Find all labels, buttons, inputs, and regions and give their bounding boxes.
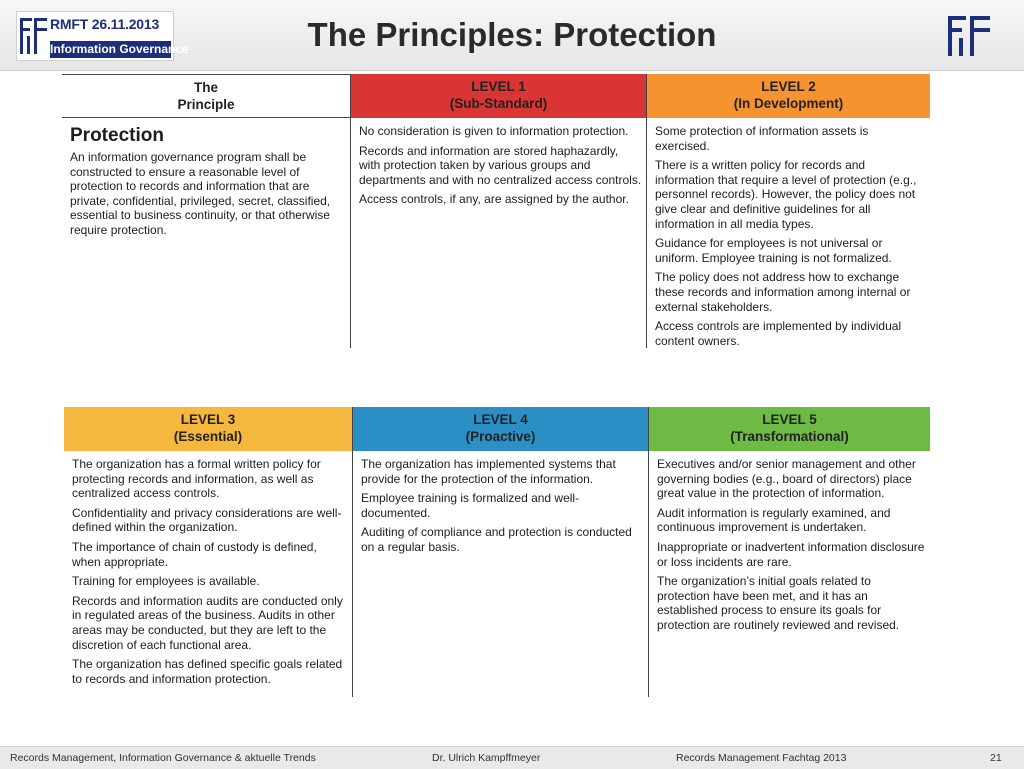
list-item: Records and information audits are conducted only in regulated areas of the business. Audits in other areas may be conducted, but they are left to the discretion of each functional area. (72, 593, 343, 652)
principle-cell (62, 118, 350, 348)
list-item: Audit information is regularly examined, and continuous improvement is undertaken. (657, 505, 891, 535)
principle-header-line1: The (193, 80, 218, 95)
list-item: There is a written policy for records and information that require a level of protection (e.g., personnel records). However, the policy does not give clear and definitive guidelines for all information in all media types. (655, 158, 917, 231)
list-item: Records and information are stored haphazardly, with protection taken by various groups and departments and with no centralized access controls. (359, 143, 642, 187)
level4-title: LEVEL 4 (473, 412, 528, 427)
list-item: Executives and/or senior management and other governing bodies (e.g., board of directors) place great value in the protection of information. (657, 457, 916, 501)
page-title: The Principles: Protection (307, 16, 717, 53)
list-item: Training for employees is available. (72, 574, 260, 589)
level3-title: LEVEL 3 (180, 412, 236, 427)
list-item: No consideration is given to information protection. (359, 124, 629, 138)
list-item: The organization has a formal written policy for protecting records and information, as well as centralized access controls. (72, 457, 321, 501)
slide-header (0, 0, 1024, 71)
level3-subtitle: (Essential) (173, 429, 243, 444)
level5-header (649, 407, 930, 451)
footer-author: Dr. Ulrich Kampffmeyer (432, 752, 541, 764)
level4-subtitle: (Proactive) (465, 429, 536, 444)
level2-title: LEVEL 2 (761, 79, 816, 94)
level4-column (352, 407, 648, 697)
list-item: Inappropriate or inadvertent information disclosure or loss incidents are rare. (657, 539, 925, 569)
list-item: Access controls are implemented by individual content owners. (655, 319, 902, 348)
level1-column (350, 74, 646, 348)
list-item: Guidance for employees is not universal or uniform. Employee training is not formalized. (655, 236, 892, 265)
list-item: Auditing of compliance and protection is conducted on a regular basis. (361, 525, 632, 554)
principle-header (62, 74, 350, 118)
level1-header (351, 74, 646, 118)
maturity-table-bottom (64, 407, 930, 697)
principle-title: Protection (70, 125, 164, 146)
principle-text: An information governance program shall be constructed to ensure a reasonable level of protection to records and information that are private, confidential, privileged, secret, classified, essential to business continuity, or that otherwise require protection. (70, 150, 331, 237)
slide-footer (0, 746, 1024, 769)
logo-date-text: RMFT 26.11.2013 (50, 16, 160, 32)
list-item: Some protection of information assets is exercised. (655, 124, 869, 153)
level2-cell (647, 118, 930, 348)
level1-subtitle: (Sub-Standard) (449, 96, 548, 111)
list-item: The organization has implemented systems that provide for the protection of the information. (361, 457, 616, 486)
footer-event: Records Management Fachtag 2013 (676, 752, 847, 764)
list-item: Access controls, if any, are assigned by the author. (359, 192, 629, 207)
list-item: The organization’s initial goals related to protection have been met, and it has an established process to ensure its goals for protection are routinely reviewed and revised. (657, 574, 900, 632)
logo-subtitle: Information Governance (50, 42, 189, 56)
level4-header (353, 407, 648, 451)
principle-header-line2: Principle (177, 97, 235, 112)
maturity-table-top (62, 74, 930, 348)
principle-column (62, 74, 350, 348)
list-item: Confidentiality and privacy considerations are well-defined within the organization. (72, 505, 342, 535)
level5-cell (649, 451, 930, 697)
level5-title: LEVEL 5 (762, 412, 817, 427)
footer-title: Records Management, Information Governance & aktuelle Trends (10, 752, 316, 764)
pk-brand-icon (946, 14, 992, 58)
level2-header (647, 74, 930, 118)
level5-column (648, 407, 930, 697)
list-item: The policy does not address how to exchange these records and information among internal or external stakeholders. (655, 270, 911, 314)
page-number: 21 (990, 752, 1002, 764)
list-item: The importance of chain of custody is defined, when appropriate. (72, 539, 317, 569)
level2-subtitle: (In Development) (733, 96, 844, 111)
level4-cell (353, 451, 648, 697)
list-item: Employee training is formalized and well-documented. (361, 491, 580, 520)
level3-header (64, 407, 352, 451)
level3-cell (64, 451, 352, 697)
level3-column (64, 407, 352, 697)
level5-subtitle: (Transformational) (730, 429, 849, 444)
level1-title: LEVEL 1 (471, 79, 526, 94)
level2-column (646, 74, 930, 348)
list-item: The organization has defined specific goals related to records and information protection. (72, 657, 343, 686)
level1-cell (351, 118, 646, 348)
